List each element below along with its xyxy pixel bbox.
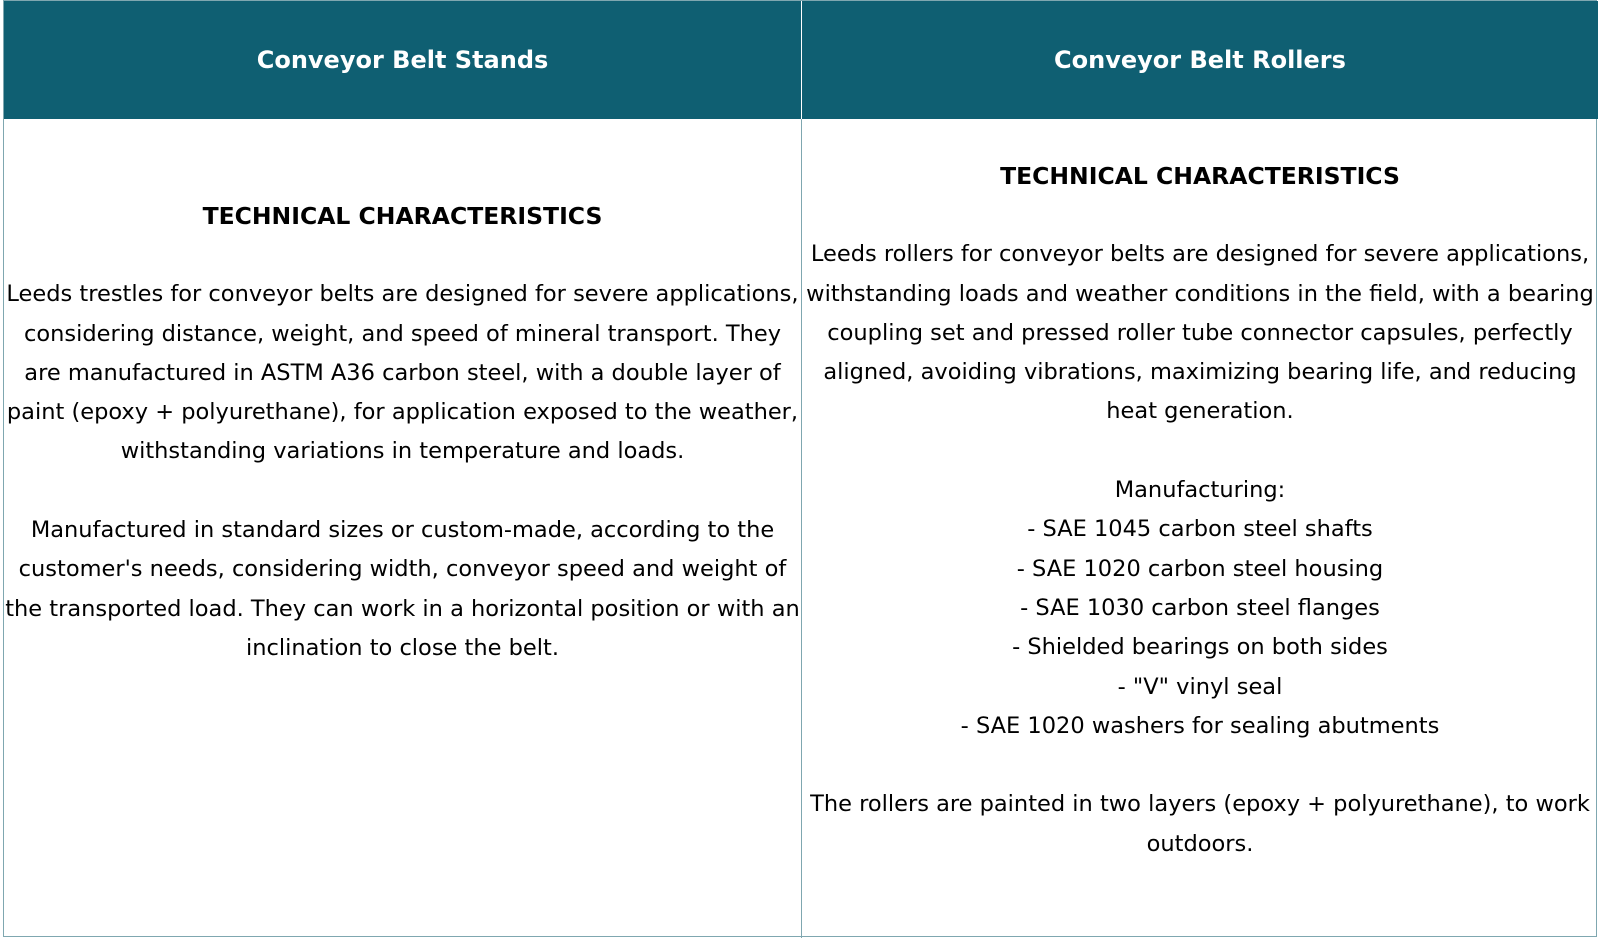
list-item: - SAE 1045 carbon steel shafts xyxy=(1027,516,1373,543)
rollers-section-title: TECHNICAL CHARACTERISTICS xyxy=(1000,162,1400,190)
column-header-stands: Conveyor Belt Stands xyxy=(4,1,802,119)
stands-paragraph-1: Leeds trestles for conveyor belts are designed for severe applications, considering distance, weight, and speed of mineral transport. They are manufactured in ASTM A36 carbon steel, with a double layer of paint (epoxy + polyurethane), for application exposed to the weather, withstanding variations in temperature and loads. xyxy=(6,281,799,465)
stands-section-title: TECHNICAL CHARACTERISTICS xyxy=(202,202,603,230)
manufacturing-label: Manufacturing: xyxy=(1114,477,1286,504)
rollers-cell xyxy=(802,119,1598,938)
stands-cell xyxy=(4,119,802,938)
list-item: - "V" vinyl seal xyxy=(1117,673,1283,700)
comparison-table xyxy=(3,0,1597,937)
list-item: - Shielded bearings on both sides xyxy=(1012,634,1388,661)
list-item: - SAE 1030 carbon steel flanges xyxy=(1020,594,1380,621)
rollers-paragraph-1: Leeds rollers for conveyor belts are designed for severe applications, withstanding loads and weather conditions in the field, with a bearing coupling set and pressed roller tube connector capsules, perfectly aligned, avoiding vibrations, maximizing bearing life, and reducing heat generation. xyxy=(806,241,1594,425)
list-item: - SAE 1020 carbon steel housing xyxy=(1016,555,1384,582)
stands-paragraph-2: Manufactured in standard sizes or custom-made, according to the customer's needs, considering width, conveyor speed and weight of the transported load. They can work in a horizontal position or with an inclination to close the belt. xyxy=(5,517,800,661)
column-header-rollers: Conveyor Belt Rollers xyxy=(802,1,1598,119)
rollers-paragraph-2: The rollers are painted in two layers (epoxy + polyurethane), to work outdoors. xyxy=(810,791,1590,857)
manufacturing-list xyxy=(803,510,1598,746)
list-item: - SAE 1020 washers for sealing abutments xyxy=(960,712,1440,739)
